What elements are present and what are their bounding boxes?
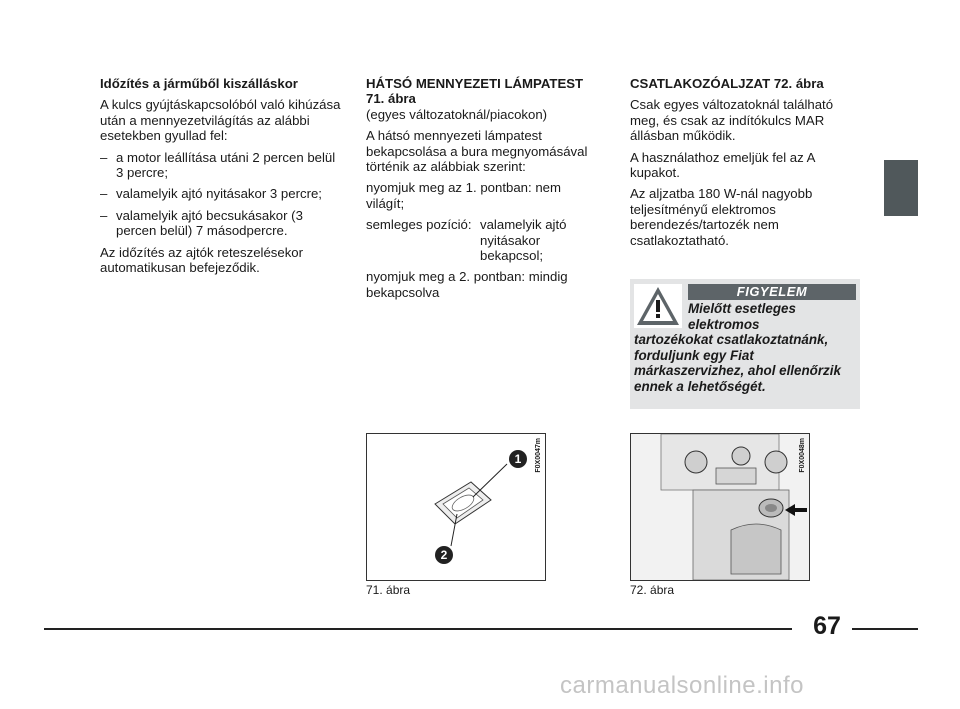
column-socket (630, 76, 860, 254)
socket-p3: Az aljzatba 180 W-nál nagyobb teljesítményű elektromos berendezés/tartozék nem csatlakoztatható. (630, 186, 813, 248)
footer-rule-left (44, 628, 792, 630)
column-timer (100, 76, 342, 281)
socket-p2: A használathoz emeljük fel az A kupakot. (630, 149, 815, 181)
warning-box (630, 279, 860, 409)
section-tab-marker (884, 160, 918, 216)
watermark: carmanualsonline.info (560, 672, 804, 699)
figure-71-caption: 71. ábra (366, 583, 411, 597)
figure-71-rear-lamp (366, 433, 546, 581)
neutral-value: valamelyik ajtó nyitásakor bekapcsol; (480, 217, 567, 264)
footer-rule-right (852, 628, 918, 630)
warning-text: Mielőtt esetleges elektromos tartozékokat csatlakoztatnánk, forduljunk egy Fiat márkaszervizhez, ahol ellenőrzik ennek a lehetőségét. (634, 301, 841, 394)
figure-code: F0X0047m (535, 438, 542, 473)
timer-outro: Az időzítés az ajtók reteszelésekor automatikusan befejeződik. (100, 244, 304, 276)
list-item: – valamelyik ajtó becsukásakor (3 percen belül) 7 másodpercre. (100, 207, 303, 239)
column-rear-lamp (366, 76, 598, 306)
list-item: – a motor leállítása utáni 2 percen belül 3 percre; (100, 149, 336, 181)
rear-lamp-heading: HÁTSÓ MENNYEZETI LÁMPATEST 71. ábra (366, 76, 584, 107)
marker-1: 1 (509, 450, 527, 468)
neutral-position-row (366, 217, 598, 263)
figure-72-caption: 72. ábra (630, 583, 675, 597)
rear-lamp-p3: nyomjuk meg a 2. pontban: mindig bekapcsolva (366, 269, 568, 300)
list-item: – valamelyik ajtó nyitásakor 3 percre; (100, 186, 322, 202)
figure-code: F0X0048m (799, 438, 806, 473)
socket-p1: Csak egyes változatoknál található meg, és csak az indítókulcs MAR állásban működik. (630, 97, 834, 144)
rear-lamp-subheading: (egyes változatoknál/piacokon) (366, 106, 548, 122)
neutral-label: semleges pozíció: (366, 217, 472, 233)
rear-lamp-p2: nyomjuk meg az 1. pontban: nem világít; (366, 180, 561, 211)
timer-intro: A kulcs gyújtáskapcsolóból való kihúzása után a mennyezetvilágítás az alábbi esetekben gyullad fel: (100, 97, 341, 144)
marker-2: 2 (435, 546, 453, 564)
warning-title: FIGYELEM (688, 284, 856, 300)
socket-heading: CSATLAKOZÓALJZAT 72. ábra (630, 76, 824, 91)
rear-lamp-p1: A hátsó mennyezeti lámpatest bekapcsolása a bura megnyomásával történik az alábbiak szerint: (366, 128, 588, 175)
page-number: 67 (813, 612, 841, 640)
timer-heading: Időzítés a járműből kiszálláskor (100, 76, 298, 91)
socket-illustration (631, 434, 809, 580)
figure-72-socket (630, 433, 810, 581)
